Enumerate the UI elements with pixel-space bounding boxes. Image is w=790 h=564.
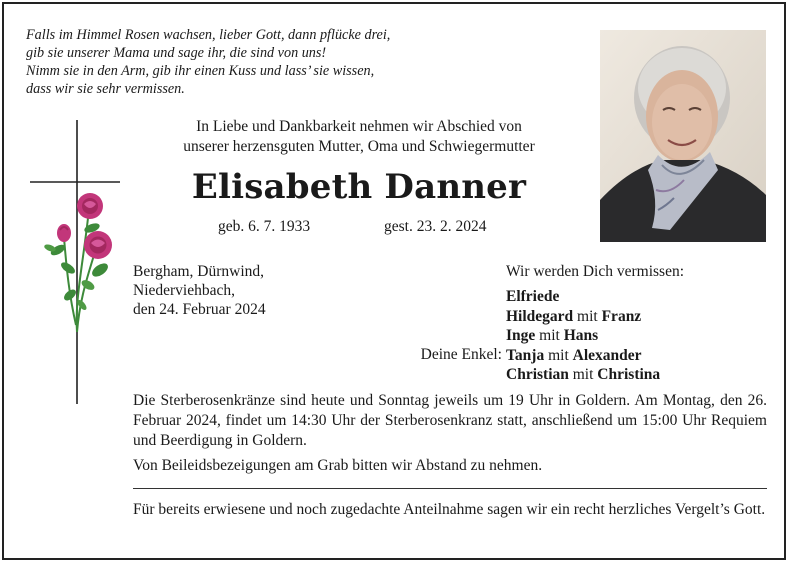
service-info <box>133 391 767 476</box>
place-line: Bergham, Dürnwind, <box>133 263 265 280</box>
poem-line: dass wir sie sehr vermissen. <box>26 81 185 97</box>
poem-line: Nimm sie in den Arm, gib ihr einen Kuss und lass’ sie wissen, <box>26 63 375 79</box>
death-date: gest. 23. 2. 2024 <box>384 218 487 235</box>
miss-you-text: Wir werden Dich vermissen: <box>506 263 685 280</box>
place-line: Niederviehbach, <box>133 282 235 299</box>
grandchildren-label: Deine Enkel: <box>420 346 502 363</box>
family-member <box>506 365 660 385</box>
service-paragraph: Die Sterberosenkränze sind heute und Sonntag jeweils um 19 Uhr in Goldern. Am Montag, den 26. Februar 2024, findet um 14:30 Uhr der Sterberosenkranz statt, anschließend um 15:00 Uhr Requiem und Beerdigung in Goldern. <box>133 392 767 449</box>
family-conjunction: mit <box>535 327 564 344</box>
portrait-photo <box>600 30 766 242</box>
family-name: Christian <box>506 366 569 383</box>
family-member <box>506 287 660 307</box>
obituary-notice <box>2 2 786 560</box>
family-member <box>506 346 660 366</box>
family-name: Hildegard <box>506 307 574 325</box>
family-member <box>506 307 660 327</box>
condolence-request: Von Beileidsbezeigungen am Grab bitten wir Abstand zu nehmen. <box>133 457 543 474</box>
family-name: Inge <box>506 327 536 344</box>
poem-line: Falls im Himmel Rosen wachsen, lieber Gott, dann pflücke drei, <box>26 27 391 43</box>
family-name: Tanja <box>506 346 545 364</box>
family-name: Elfriede <box>506 288 560 305</box>
family-list <box>506 287 660 385</box>
thanks-text: Für bereits erwiesene und noch zugedachte Anteilnahme sagen wir ein recht herzliches Vergelt’s Gott. <box>133 501 766 518</box>
family-conjunction: mit <box>568 366 598 383</box>
family-conjunction: mit <box>544 346 573 364</box>
family-partner: Franz <box>601 307 642 325</box>
family-conjunction: mit <box>573 307 602 325</box>
family-partner: Christina <box>597 366 661 383</box>
cross-with-roses-icon <box>30 120 130 410</box>
farewell-intro <box>124 117 594 157</box>
deceased-name: Elisabeth Danner <box>191 167 527 207</box>
place-and-date <box>133 262 333 319</box>
divider-line <box>133 488 767 489</box>
poem-line: gib sie unserer Mama und sage ihr, die sind von uns! <box>26 45 327 61</box>
family-member <box>506 326 660 346</box>
place-line: den 24. Februar 2024 <box>133 301 266 318</box>
family-partner: Alexander <box>572 346 642 364</box>
memorial-poem <box>26 26 586 98</box>
portrait-image <box>600 30 766 242</box>
intro-line: unserer herzensguten Mutter, Oma und Schwiegermutter <box>183 138 535 155</box>
intro-line: In Liebe und Dankbarkeit nehmen wir Abschied von <box>196 118 522 135</box>
family-partner: Hans <box>563 327 599 344</box>
birth-date: geb. 6. 7. 1933 <box>218 218 311 235</box>
